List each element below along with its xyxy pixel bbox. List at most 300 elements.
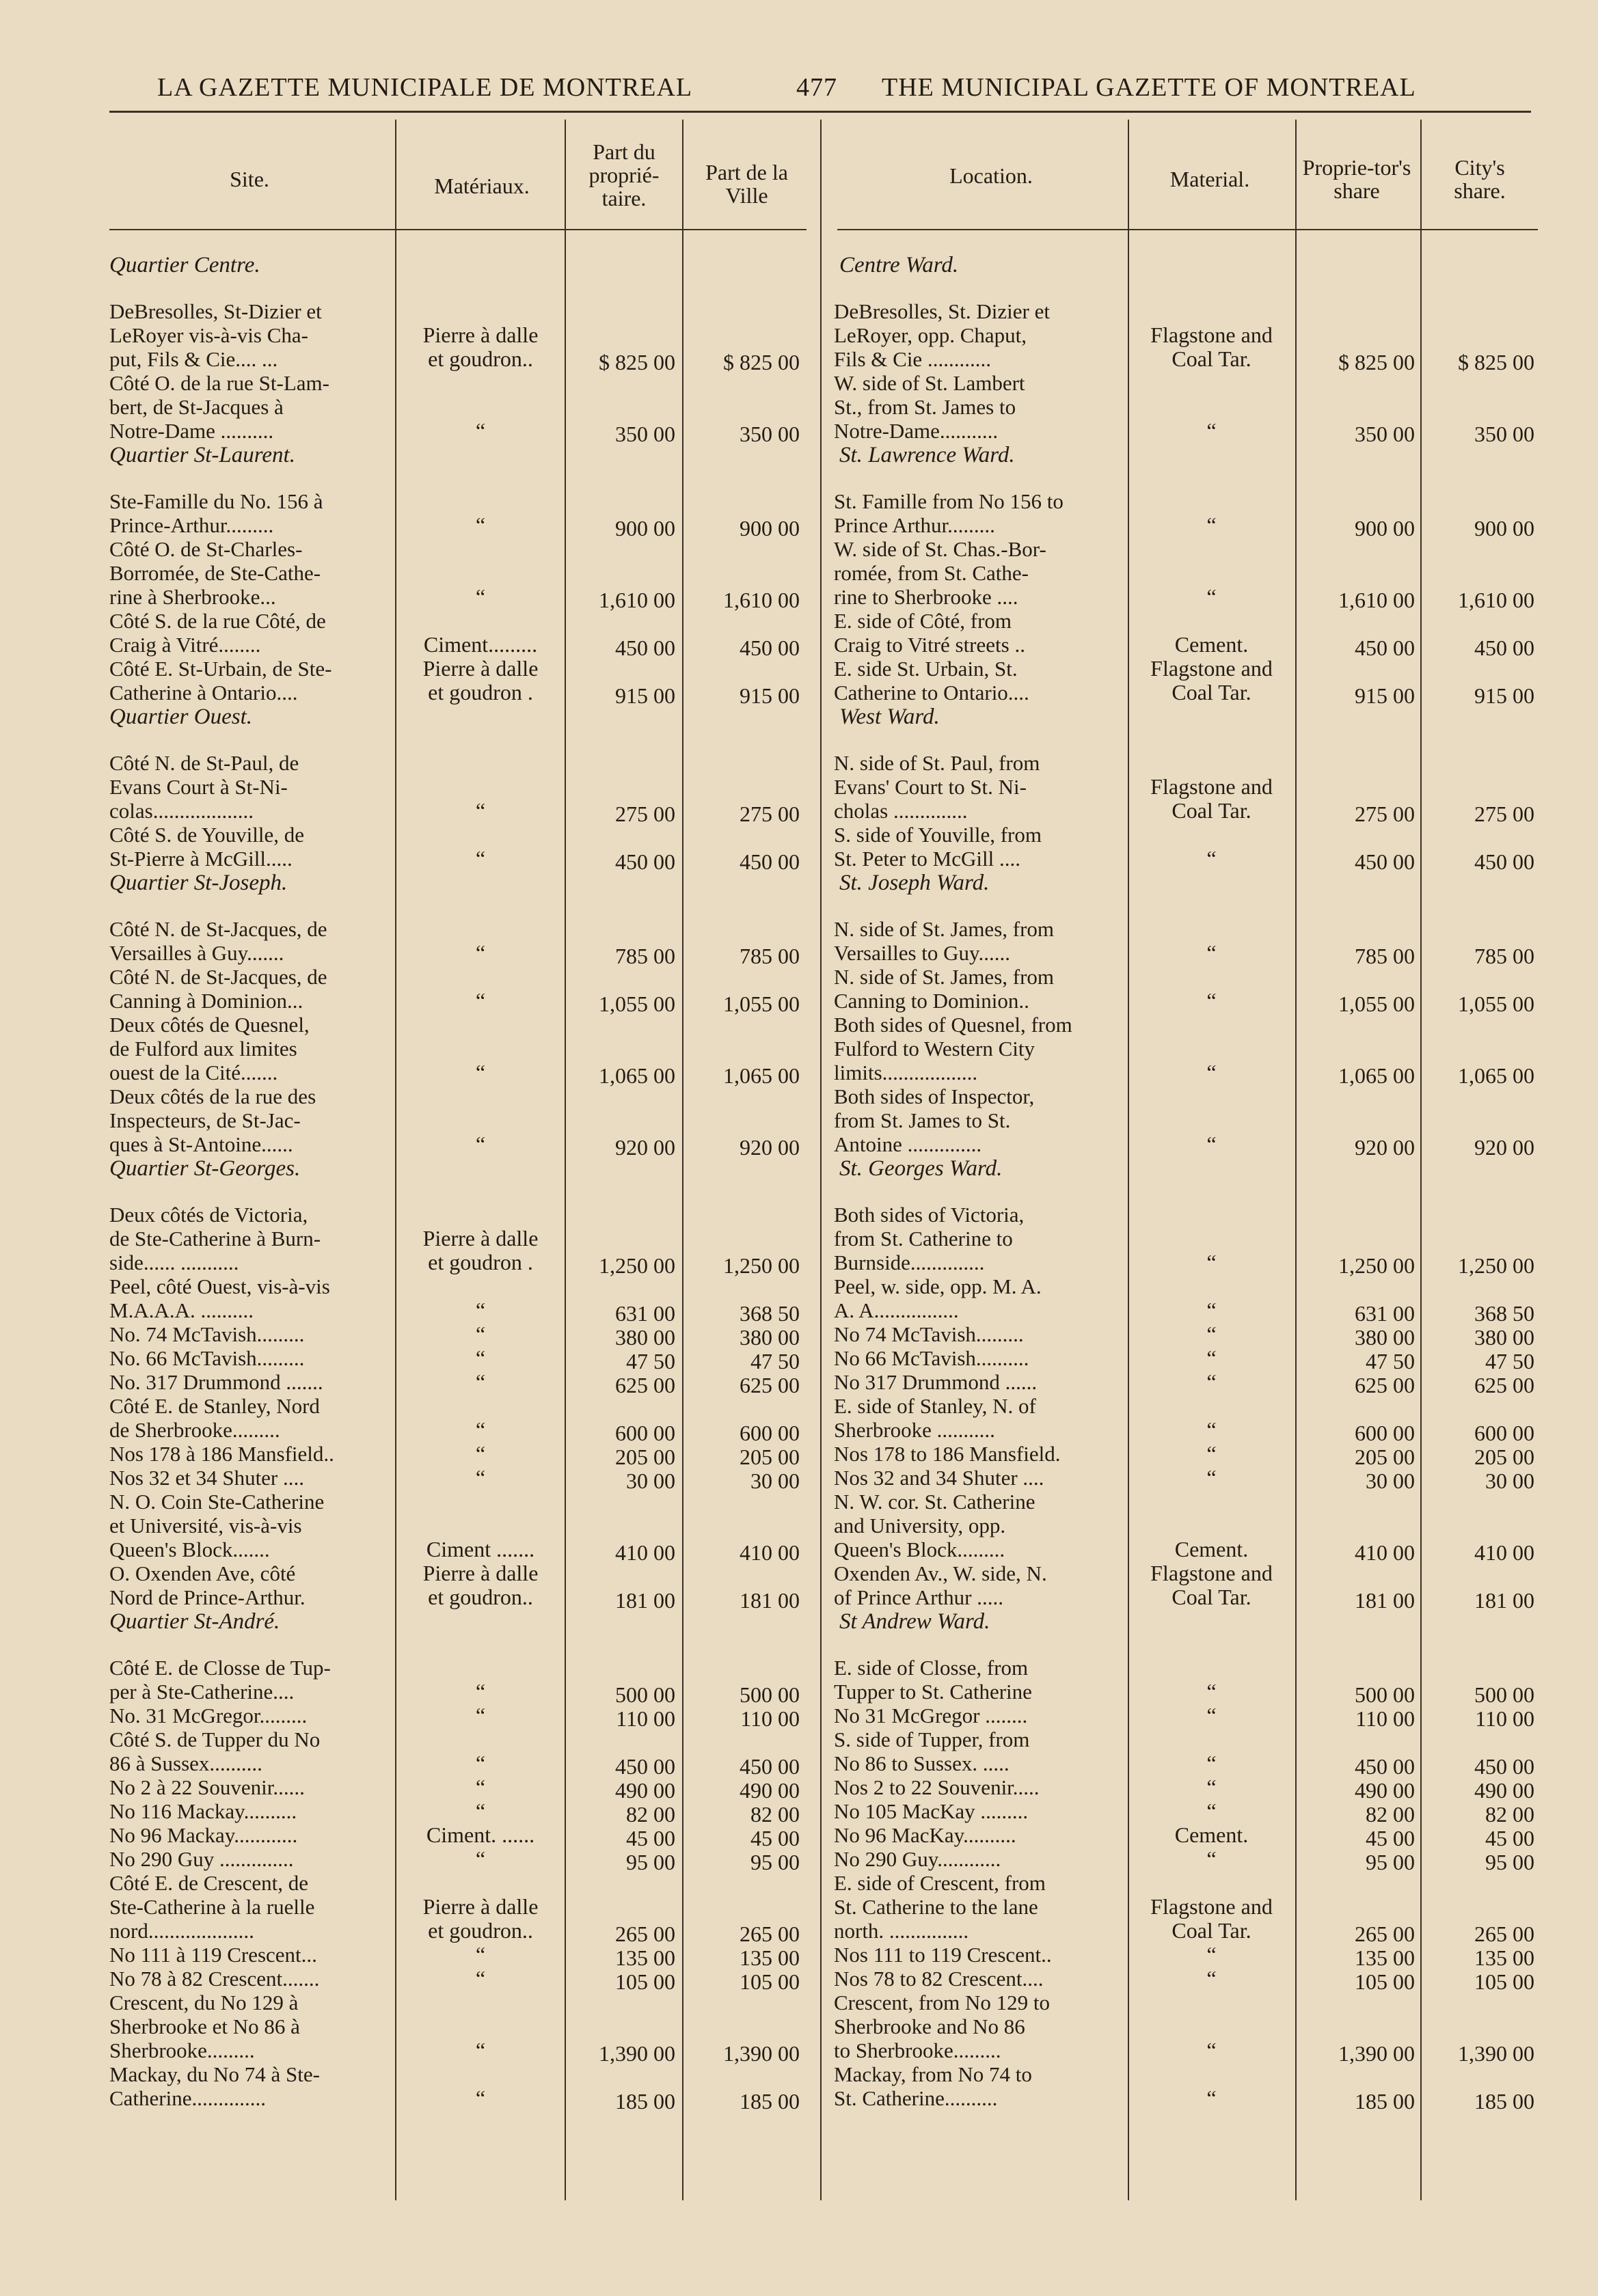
proprietor-share-en: 181 00: [1355, 1588, 1415, 1613]
proprietor-share-en: 785 00: [1355, 944, 1415, 968]
ditto-mark: “: [475, 584, 486, 609]
ditto-mark: “: [475, 1846, 486, 1871]
proprietor-share-fr: 380 00: [615, 1325, 675, 1350]
location-cell: N. side of St. James, from Canning to Dominion..: [834, 965, 1055, 1013]
ditto-mark: “: [1206, 940, 1217, 965]
site-cell: Nos 178 à 186 Mansfield..: [109, 1442, 334, 1466]
city-share-en: 1,390 00: [1458, 2041, 1534, 2066]
site-cell: O. Oxenden Ave, côté Nord de Prince-Arthur.: [109, 1561, 306, 1609]
location-cell: No 317 Drummond ......: [834, 1370, 1038, 1394]
city-share-fr: 368 50: [740, 1301, 800, 1326]
city-share-en: 785 00: [1474, 944, 1534, 968]
city-share-fr: 350 00: [740, 422, 800, 446]
location-cell: N. side of St. James, from Versailles to Guy......: [834, 917, 1055, 965]
ditto-mark: “: [1206, 1465, 1217, 1490]
ditto-mark: “: [1206, 2038, 1217, 2062]
site-cell: Ste-Famille du No. 156 à Prince-Arthur.........: [109, 489, 323, 537]
section-heading-french: Quartier St-Laurent.: [109, 443, 295, 467]
ditto-mark: “: [475, 1465, 486, 1490]
site-cell: Côté O. de la rue St-Lam- bert, de St-Jacques à Notre-Dame ..........: [109, 371, 329, 443]
site-cell: Côté E. de Stanley, Nord de Sherbrooke.........: [109, 1394, 320, 1442]
city-share-fr: 95 00: [750, 1850, 800, 1874]
city-share-fr: 490 00: [740, 1778, 800, 1803]
ditto-mark: “: [475, 1132, 486, 1156]
site-cell: No. 31 McGregor.........: [109, 1704, 308, 1727]
proprietor-share-en: 1,610 00: [1338, 588, 1415, 612]
site-cell: Peel, côté Ouest, vis-à-vis M.A.A.A. ..........: [109, 1274, 330, 1322]
location-cell: Peel, w. side, opp. M. A. A. A................: [834, 1274, 1042, 1322]
section-heading-english: St. Lawrence Ward.: [839, 443, 1015, 467]
ditto-mark: “: [475, 1369, 486, 1394]
proprietor-share-en: 450 00: [1355, 1754, 1415, 1779]
city-share-fr: 625 00: [740, 1373, 800, 1397]
ditto-mark: “: [1206, 1132, 1217, 1156]
city-share-en: 1,610 00: [1458, 588, 1534, 612]
material-cell: Pierre à dalle et goudron..: [422, 323, 539, 371]
site-cell: Mackay, du No 74 à Ste- Catherine..............: [109, 2062, 320, 2110]
site-cell: No 96 Mackay............: [109, 1823, 298, 1847]
ditto-mark: “: [1206, 988, 1217, 1013]
material-cell: Pierre à dalle et goudron .: [422, 1226, 539, 1274]
column-rule: [1295, 120, 1297, 2200]
col-header-part-ville: Part de la Ville: [705, 160, 788, 208]
material-cell: Flagstone and Coal Tar.: [1150, 1561, 1273, 1609]
city-share-fr: 450 00: [740, 636, 800, 660]
section-heading-french: Quartier St-André.: [109, 1609, 280, 1634]
ditto-mark: “: [1206, 584, 1217, 609]
site-cell: No 78 à 82 Crescent.......: [109, 1967, 320, 1991]
proprietor-share-en: 920 00: [1355, 1135, 1415, 1160]
proprietor-share-en: 380 00: [1355, 1325, 1415, 1350]
city-share-fr: 275 00: [740, 802, 800, 826]
proprietor-share-en: 1,250 00: [1338, 1253, 1415, 1278]
running-head: [109, 63, 1531, 113]
location-cell: No 96 MacKay..........: [834, 1823, 1016, 1847]
proprietor-share-en: 185 00: [1355, 2089, 1415, 2114]
city-share-en: 205 00: [1474, 1445, 1534, 1469]
ditto-mark: “: [475, 1060, 486, 1084]
city-share-fr: 205 00: [740, 1445, 800, 1469]
site-cell: Côté S. de Tupper du No 86 à Sussex..........: [109, 1727, 321, 1775]
ditto-mark: “: [475, 1298, 486, 1322]
proprietor-share-en: 350 00: [1355, 422, 1415, 446]
city-share-fr: 47 50: [750, 1349, 800, 1374]
ditto-mark: “: [475, 1775, 486, 1799]
city-share-fr: 380 00: [740, 1325, 800, 1350]
material-cell: Ciment .......: [426, 1537, 535, 1561]
location-cell: Nos 32 and 34 Shuter ....: [834, 1466, 1044, 1490]
ditto-mark: “: [475, 418, 486, 443]
site-cell: No 2 à 22 Souvenir......: [109, 1775, 305, 1799]
proprietor-share-en: 45 00: [1366, 1826, 1415, 1850]
location-cell: Nos 2 to 22 Souvenir.....: [834, 1775, 1040, 1799]
proprietor-share-en: 450 00: [1355, 849, 1415, 874]
city-share-en: 920 00: [1474, 1135, 1534, 1160]
proprietor-share-en: 1,065 00: [1338, 1063, 1415, 1088]
city-share-en: 915 00: [1474, 683, 1534, 708]
proprietor-share-fr: 350 00: [615, 422, 675, 446]
ditto-mark: “: [1206, 1322, 1217, 1346]
col-header-location: Location.: [949, 163, 1033, 188]
city-share-fr: 920 00: [740, 1135, 800, 1160]
proprietor-share-fr: 600 00: [615, 1421, 675, 1445]
ditto-mark: “: [1206, 1942, 1217, 1967]
proprietor-share-fr: 410 00: [615, 1540, 675, 1565]
city-share-fr: 410 00: [740, 1540, 800, 1565]
location-cell: E. side of Côté, from Craig to Vitré streets ..: [834, 609, 1025, 657]
location-cell: Both sides of Quesnel, from Fulford to Western City limits..................: [834, 1013, 1072, 1084]
city-share-en: 110 00: [1475, 1706, 1534, 1731]
proprietor-share-fr: 631 00: [615, 1301, 675, 1326]
location-cell: E. side of Closse, from Tupper to St. Catherine: [834, 1656, 1032, 1704]
proprietor-share-fr: 625 00: [615, 1373, 675, 1397]
city-share-fr: $ 825 00: [723, 350, 800, 374]
material-cell: Ciment.........: [423, 632, 538, 657]
city-share-en: 450 00: [1474, 1754, 1534, 1779]
city-share-en: 185 00: [1474, 2089, 1534, 2114]
city-share-fr: 450 00: [740, 1754, 800, 1779]
city-share-fr: 1,610 00: [723, 588, 800, 612]
column-rule: [1420, 120, 1422, 2200]
proprietor-share-en: 625 00: [1355, 1373, 1415, 1397]
ditto-mark: “: [475, 2086, 486, 2110]
proprietor-share-en: 600 00: [1355, 1421, 1415, 1445]
proprietor-share-fr: 920 00: [615, 1135, 675, 1160]
city-share-fr: 265 00: [740, 1922, 800, 1946]
ditto-mark: “: [475, 798, 486, 823]
ditto-mark: “: [475, 846, 486, 871]
material-cell: Ciment. ......: [426, 1822, 535, 1847]
ditto-mark: “: [475, 1322, 486, 1346]
col-header-materiaux: Matériaux.: [434, 174, 530, 198]
ditto-mark: “: [1206, 1846, 1217, 1871]
header-title-english: THE MUNICIPAL GAZETTE OF MONTREAL: [882, 73, 1416, 102]
location-cell: No 74 McTavish.........: [834, 1322, 1024, 1346]
site-cell: Côté N. de St-Paul, de Evans Court à St-Ni- colas...................: [109, 751, 299, 823]
city-share-fr: 105 00: [740, 1969, 800, 1994]
section-heading-french: Quartier St-Georges.: [109, 1156, 301, 1181]
site-cell: Côté S. de Youville, de St-Pierre à McGill.....: [109, 823, 305, 871]
location-cell: No 66 McTavish..........: [834, 1346, 1029, 1370]
city-share-en: 45 00: [1485, 1826, 1534, 1850]
section-heading-english: St. Georges Ward.: [839, 1156, 1003, 1181]
proprietor-share-en: 205 00: [1355, 1445, 1415, 1469]
city-share-fr: 1,390 00: [723, 2041, 800, 2066]
site-cell: Côté E. de Crescent, de Ste-Catherine à la ruelle nord....................: [109, 1871, 315, 1943]
col-header-proprietor-share: Proprie-tor's share: [1302, 155, 1411, 203]
header-rule-french: [109, 229, 807, 230]
location-cell: S. side of Tupper, from No 86 to Sussex. .....: [834, 1727, 1030, 1775]
proprietor-share-fr: 185 00: [615, 2089, 675, 2114]
city-share-en: 410 00: [1474, 1540, 1534, 1565]
location-cell: N. W. cor. St. Catherine and University, opp. Queen's Block.........: [834, 1490, 1035, 1561]
site-cell: No 111 à 119 Crescent...: [109, 1943, 317, 1967]
city-share-en: 450 00: [1474, 849, 1534, 874]
ditto-mark: “: [1206, 1369, 1217, 1394]
proprietor-share-en: 631 00: [1355, 1301, 1415, 1326]
proprietor-share-fr: 82 00: [626, 1802, 675, 1827]
proprietor-share-en: 110 00: [1355, 1706, 1415, 1731]
col-header-material: Material.: [1169, 167, 1250, 191]
proprietor-share-en: 500 00: [1355, 1682, 1415, 1707]
city-share-fr: 1,055 00: [723, 992, 800, 1016]
ditto-mark: “: [475, 1703, 486, 1727]
proprietor-share-fr: 1,390 00: [599, 2041, 675, 2066]
site-cell: Deux côtés de Quesnel, de Fulford aux limites ouest de la Cité.......: [109, 1013, 310, 1084]
ditto-mark: “: [1206, 1966, 1217, 1991]
site-cell: Côté E. St-Urbain, de Ste- Catherine à Ontario....: [109, 657, 332, 705]
ditto-mark: “: [475, 1966, 486, 1991]
city-share-en: 500 00: [1474, 1682, 1534, 1707]
ditto-mark: “: [1206, 2086, 1217, 2110]
material-cell: Flagstone and Coal Tar.: [1150, 323, 1273, 371]
site-cell: Côté O. de St-Charles- Borromée, de Ste-Cathe- rine à Sherbrooke...: [109, 537, 321, 609]
city-share-fr: 900 00: [740, 516, 800, 541]
ditto-mark: “: [475, 2038, 486, 2062]
city-share-fr: 181 00: [740, 1588, 800, 1613]
proprietor-share-fr: 30 00: [626, 1468, 675, 1493]
site-cell: No 116 Mackay..........: [109, 1799, 297, 1823]
material-cell: Pierre à dalle et goudron .: [422, 656, 539, 705]
material-cell: Flagstone and Coal Tar.: [1150, 1894, 1273, 1943]
city-share-en: 135 00: [1474, 1945, 1534, 1970]
proprietor-share-en: 47 50: [1366, 1349, 1415, 1374]
column-rule: [395, 120, 396, 2200]
section-heading-french: Quartier Centre.: [109, 253, 260, 277]
location-cell: Nos 178 to 186 Mansfield.: [834, 1442, 1061, 1466]
city-share-fr: 185 00: [740, 2089, 800, 2114]
proprietor-share-en: 95 00: [1366, 1850, 1415, 1874]
proprietor-share-en: 265 00: [1355, 1922, 1415, 1946]
ditto-mark: “: [475, 1751, 486, 1775]
proprietor-share-fr: 1,055 00: [599, 992, 675, 1016]
city-share-en: 1,250 00: [1458, 1253, 1534, 1278]
header-rule-english: [837, 229, 1538, 230]
column-rule: [682, 120, 683, 2200]
ditto-mark: “: [1206, 1345, 1217, 1370]
location-cell: Crescent, from No 129 to Sherbrooke and No 86 to Sherbrooke.........: [834, 1991, 1050, 2062]
proprietor-share-fr: 181 00: [615, 1588, 675, 1613]
location-cell: N. side of St. Paul, from Evans' Court to St. Ni- cholas ..............: [834, 751, 1040, 823]
location-cell: Mackay, from No 74 to St. Catherine..........: [834, 2062, 1032, 2110]
proprietor-share-fr: 490 00: [615, 1778, 675, 1803]
site-cell: Côté E. de Closse de Tup- per à Ste-Catherine....: [109, 1656, 331, 1704]
proprietor-share-fr: 785 00: [615, 944, 675, 968]
proprietor-share-fr: 275 00: [615, 802, 675, 826]
city-share-en: 600 00: [1474, 1421, 1534, 1445]
proprietor-share-en: 135 00: [1355, 1945, 1415, 1970]
city-share-en: 380 00: [1474, 1325, 1534, 1350]
section-heading-french: Quartier St-Joseph.: [109, 871, 288, 895]
site-cell: N. O. Coin Ste-Catherine et Université, vis-à-vis Queen's Block.......: [109, 1490, 325, 1561]
city-share-en: 450 00: [1474, 636, 1534, 660]
proprietor-share-en: 490 00: [1355, 1778, 1415, 1803]
proprietor-share-fr: 450 00: [615, 636, 675, 660]
site-cell: No. 66 McTavish.........: [109, 1346, 305, 1370]
city-share-en: 82 00: [1485, 1802, 1534, 1827]
city-share-fr: 1,065 00: [723, 1063, 800, 1088]
section-heading-french: Quartier Ouest.: [109, 705, 252, 729]
ditto-mark: “: [1206, 512, 1217, 537]
location-cell: DeBresolles, St. Dizier et LeRoyer, opp. Chaput, Fils & Cie ............: [834, 299, 1050, 371]
city-share-en: 95 00: [1485, 1850, 1534, 1874]
material-cell: Cement.: [1174, 1822, 1249, 1847]
proprietor-share-fr: 915 00: [615, 683, 675, 708]
city-share-fr: 450 00: [740, 849, 800, 874]
ditto-mark: “: [475, 1679, 486, 1704]
ditto-mark: “: [475, 1799, 486, 1823]
location-cell: W. side of St. Chas.-Bor- romée, from St. Cathe- rine to Sherbrooke ....: [834, 537, 1046, 609]
city-share-en: 30 00: [1485, 1468, 1534, 1493]
col-header-site: Site.: [230, 167, 269, 191]
ditto-mark: “: [1206, 1799, 1217, 1823]
city-share-en: 181 00: [1474, 1588, 1534, 1613]
section-heading-english: West Ward.: [839, 705, 940, 729]
city-share-fr: 500 00: [740, 1682, 800, 1707]
site-cell: Deux côtés de Victoria, de Ste-Catherine à Burn- side...... ...........: [109, 1203, 321, 1274]
proprietor-share-fr: 1,610 00: [599, 588, 675, 612]
col-header-part-proprietaire: Part du proprié-taire.: [588, 139, 660, 210]
proprietor-share-fr: 45 00: [626, 1826, 675, 1850]
location-cell: Nos 111 to 119 Crescent..: [834, 1943, 1052, 1967]
city-share-fr: 600 00: [740, 1421, 800, 1445]
proprietor-share-fr: 95 00: [626, 1850, 675, 1874]
proprietor-share-fr: 105 00: [615, 1969, 675, 1994]
ditto-mark: “: [1206, 1441, 1217, 1466]
site-cell: No 290 Guy ..............: [109, 1847, 294, 1871]
city-share-en: 1,065 00: [1458, 1063, 1534, 1088]
page-number: 477: [796, 73, 837, 102]
city-share-en: 275 00: [1474, 802, 1534, 826]
location-cell: Both sides of Victoria, from St. Catherine to Burnside..............: [834, 1203, 1025, 1274]
section-heading-english: St. Joseph Ward.: [839, 871, 990, 895]
location-cell: Nos 78 to 82 Crescent....: [834, 1967, 1044, 1991]
city-share-en: 900 00: [1474, 516, 1534, 541]
proprietor-share-fr: 1,065 00: [599, 1063, 675, 1088]
ditto-mark: “: [1206, 1775, 1217, 1799]
section-heading-english: Centre Ward.: [839, 253, 959, 277]
material-cell: Pierre à dalle et goudron..: [422, 1561, 539, 1609]
proprietor-share-en: 105 00: [1355, 1969, 1415, 1994]
city-share-en: 368 50: [1474, 1301, 1534, 1326]
material-cell: Flagstone and Coal Tar.: [1150, 656, 1273, 705]
proprietor-share-fr: 47 50: [626, 1349, 675, 1374]
location-cell: E. side of Stanley, N. of Sherbrooke ...........: [834, 1394, 1036, 1442]
city-share-fr: 785 00: [740, 944, 800, 968]
proprietor-share-fr: 110 00: [616, 1706, 675, 1731]
city-share-en: 105 00: [1474, 1969, 1534, 1994]
site-cell: Nos 32 et 34 Shuter ....: [109, 1466, 305, 1490]
city-share-fr: 135 00: [740, 1945, 800, 1970]
ditto-mark: “: [475, 988, 486, 1013]
city-share-fr: 82 00: [750, 1802, 800, 1827]
material-cell: Cement.: [1174, 1537, 1249, 1561]
city-share-en: 1,055 00: [1458, 992, 1534, 1016]
location-cell: E. side of Crescent, from St. Catherine to the lane north. ...............: [834, 1871, 1046, 1943]
ditto-mark: “: [1206, 846, 1217, 871]
ditto-mark: “: [1206, 1751, 1217, 1775]
ditto-mark: “: [475, 940, 486, 965]
city-share-en: 47 50: [1485, 1349, 1534, 1374]
proprietor-share-en: 1,055 00: [1338, 992, 1415, 1016]
proprietor-share-fr: 500 00: [615, 1682, 675, 1707]
proprietor-share-fr: 265 00: [615, 1922, 675, 1946]
proprietor-share-fr: 450 00: [615, 849, 675, 874]
site-cell: Côté N. de St-Jacques, de Canning à Dominion...: [109, 965, 327, 1013]
city-share-fr: 110 00: [740, 1706, 800, 1731]
location-cell: E. side St. Urbain, St. Catherine to Ontario....: [834, 657, 1029, 705]
city-share-en: 490 00: [1474, 1778, 1534, 1803]
proprietor-share-en: 275 00: [1355, 802, 1415, 826]
city-share-fr: 1,250 00: [723, 1253, 800, 1278]
header-title-french: LA GAZETTE MUNICIPALE DE MONTREAL: [157, 73, 693, 102]
location-cell: Oxenden Av., W. side, N. of Prince Arthur .....: [834, 1561, 1047, 1609]
ditto-mark: “: [1206, 1250, 1217, 1274]
proprietor-share-en: 1,390 00: [1338, 2041, 1415, 2066]
ditto-mark: “: [1206, 1417, 1217, 1442]
section-heading-english: St Andrew Ward.: [839, 1609, 990, 1634]
proprietor-share-fr: $ 825 00: [599, 350, 675, 374]
city-share-fr: 30 00: [750, 1468, 800, 1493]
city-share-en: 265 00: [1474, 1922, 1534, 1946]
proprietor-share-en: 900 00: [1355, 516, 1415, 541]
material-cell: Cement.: [1174, 632, 1249, 657]
column-rule: [820, 120, 822, 2200]
proprietor-share-en: 82 00: [1366, 1802, 1415, 1827]
ditto-mark: “: [475, 1441, 486, 1466]
city-share-en: 350 00: [1474, 422, 1534, 446]
ditto-mark: “: [475, 1417, 486, 1442]
proprietor-share-fr: 900 00: [615, 516, 675, 541]
location-cell: Both sides of Inspector, from St. James to St. Antoine ..............: [834, 1084, 1035, 1156]
col-header-city-share: City's share.: [1454, 155, 1506, 203]
site-cell: Côté S. de la rue Côté, de Craig à Vitré........: [109, 609, 326, 657]
proprietor-share-en: 915 00: [1355, 683, 1415, 708]
city-share-en: $ 825 00: [1458, 350, 1534, 374]
location-cell: St. Famille from No 156 to Prince Arthur.........: [834, 489, 1064, 537]
proprietor-share-fr: 135 00: [615, 1945, 675, 1970]
ditto-mark: “: [475, 1942, 486, 1967]
ditto-mark: “: [1206, 1679, 1217, 1704]
proprietor-share-fr: 1,250 00: [599, 1253, 675, 1278]
proprietor-share-en: 410 00: [1355, 1540, 1415, 1565]
column-rule: [565, 120, 566, 2200]
ditto-mark: “: [475, 512, 486, 537]
ditto-mark: “: [1206, 1060, 1217, 1084]
site-cell: No. 74 McTavish.........: [109, 1322, 305, 1346]
proprietor-share-fr: 450 00: [615, 1754, 675, 1779]
location-cell: No 290 Guy............: [834, 1847, 1001, 1871]
site-cell: DeBresolles, St-Dizier et LeRoyer vis-à-vis Cha- put, Fils & Cie.... ...: [109, 299, 322, 371]
proprietor-share-en: 450 00: [1355, 636, 1415, 660]
location-cell: No 105 MacKay .........: [834, 1799, 1029, 1823]
site-cell: Côté N. de St-Jacques, de Versailles à Guy.......: [109, 917, 327, 965]
ditto-mark: “: [1206, 1298, 1217, 1322]
ditto-mark: “: [1206, 1703, 1217, 1727]
ditto-mark: “: [1206, 418, 1217, 443]
material-cell: Flagstone and Coal Tar.: [1150, 774, 1273, 823]
ditto-mark: “: [475, 1345, 486, 1370]
city-share-en: 625 00: [1474, 1373, 1534, 1397]
location-cell: S. side of Youville, from St. Peter to McGill ....: [834, 823, 1042, 871]
city-share-fr: 915 00: [740, 683, 800, 708]
city-share-fr: 45 00: [750, 1826, 800, 1850]
location-cell: W. side of St. Lambert St., from St. James to Notre-Dame...........: [834, 371, 1025, 443]
proprietor-share-en: 30 00: [1366, 1468, 1415, 1493]
site-cell: Deux côtés de la rue des Inspecteurs, de St-Jac- ques à St-Antoine......: [109, 1084, 316, 1156]
material-cell: Pierre à dalle et goudron..: [422, 1894, 539, 1943]
proprietor-share-en: $ 825 00: [1338, 350, 1415, 374]
